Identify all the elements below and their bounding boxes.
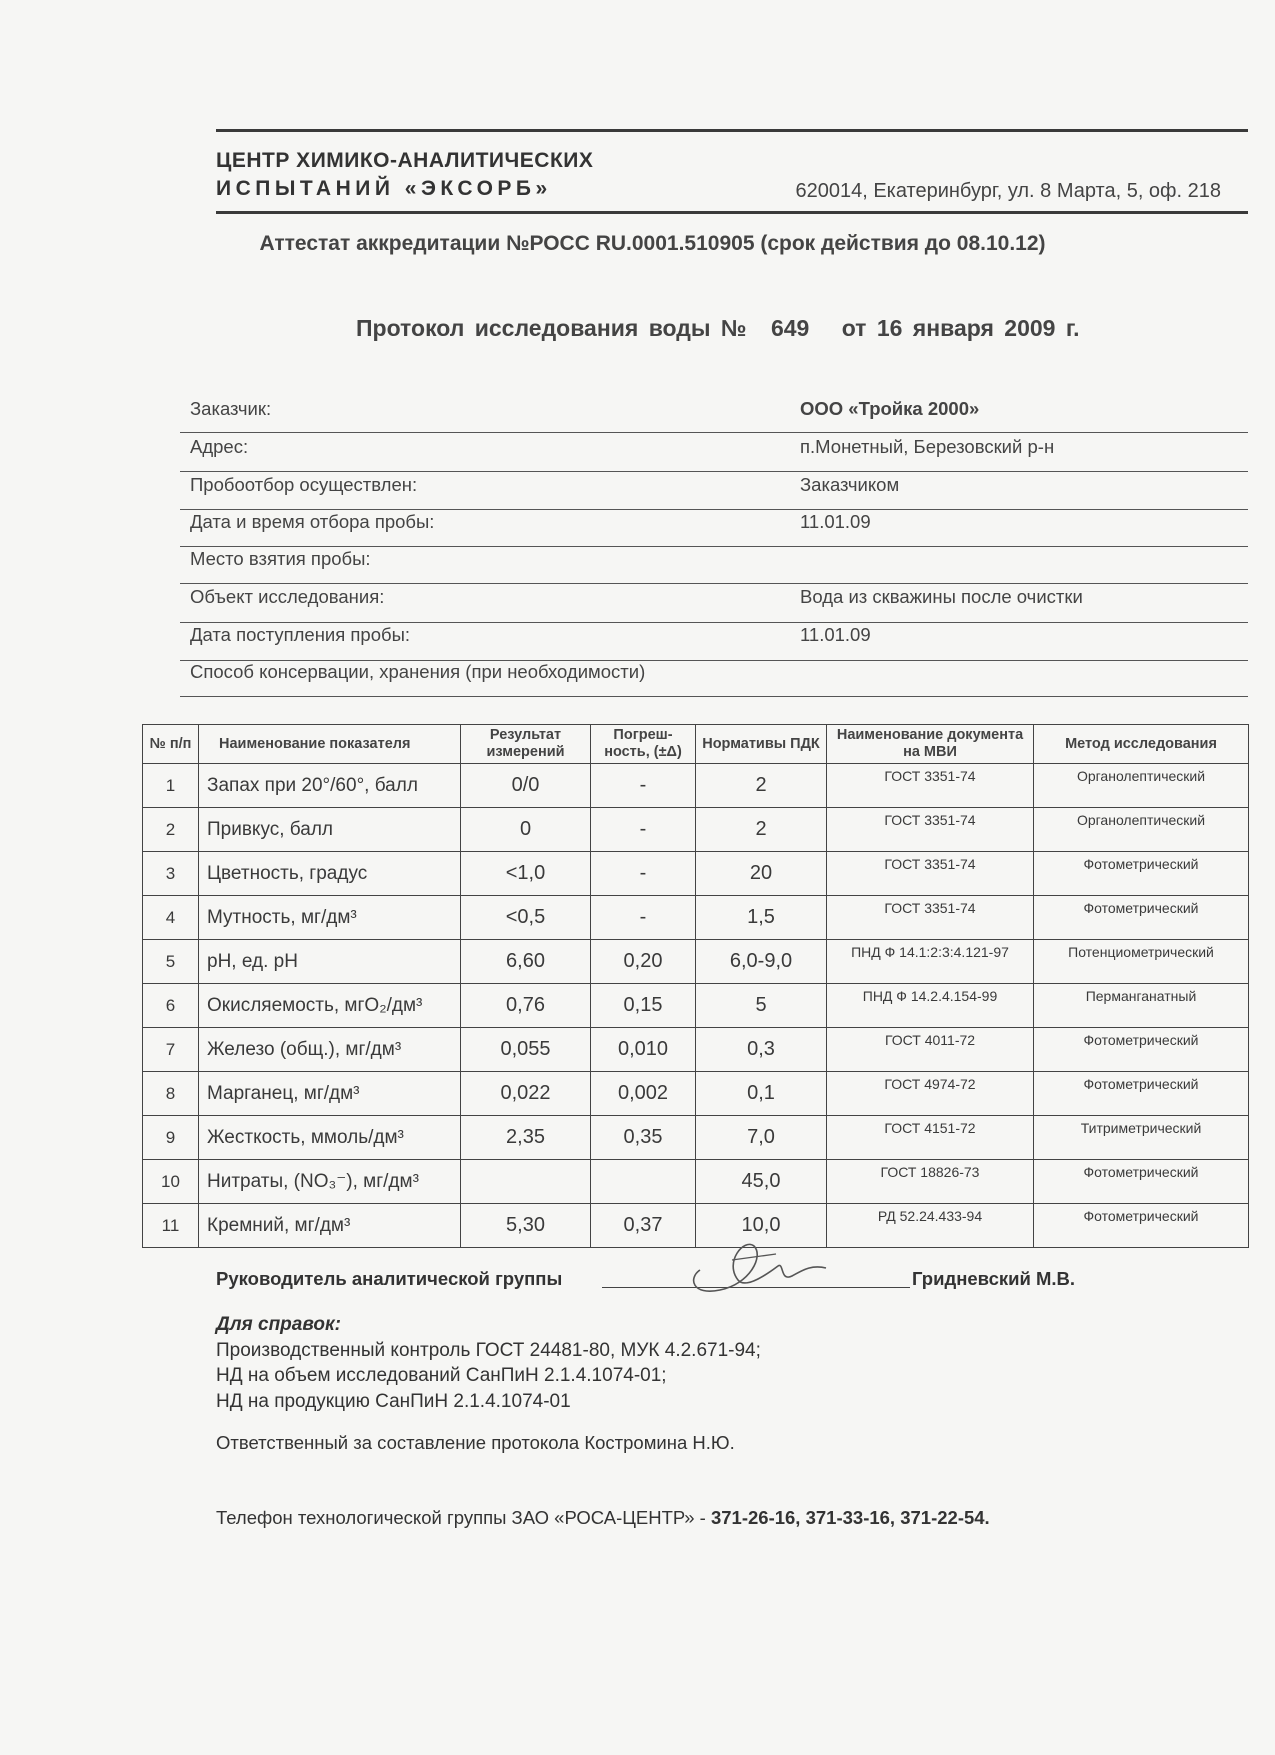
reference-line: Производственный контроль ГОСТ 24481-80, МУК 4.2.671-94; [216, 1339, 761, 1361]
info-label: Пробоотбор осуществлен: [190, 474, 418, 495]
cell-norm: 6,0-9,0 [696, 940, 827, 984]
cell-name: Марганец, мг/дм³ [199, 1072, 461, 1116]
signature-name: Гридневский М.В. [912, 1268, 1076, 1289]
cell-error: 0,20 [591, 940, 696, 984]
cell-result: 0,022 [461, 1072, 591, 1116]
org-name-line2: ИСПЫТАНИЙ «ЭКСОРБ» [216, 177, 552, 200]
table-row [143, 896, 1249, 940]
cell-error: 0,35 [591, 1116, 696, 1160]
cell-doc: РД 52.24.433-94 [827, 1204, 1034, 1248]
references [216, 1312, 761, 1414]
cell-error: 0,002 [591, 1072, 696, 1116]
table-row [143, 1160, 1249, 1204]
cell-error: 0,37 [591, 1204, 696, 1248]
cell-error: - [591, 808, 696, 852]
references-title: Для справок: [216, 1314, 341, 1335]
cell-method: Органолептический [1034, 764, 1249, 808]
col-header-doc: Наименование документа на МВИ [827, 725, 1034, 764]
table-row [143, 808, 1249, 852]
info-divider [180, 432, 1248, 433]
info-label: Дата поступления пробы: [190, 624, 411, 645]
reference-line: НД на продукцию СанПиН 2.1.4.1074-01 [216, 1390, 571, 1412]
cell-method: Перманганатный [1034, 984, 1249, 1028]
cell-norm: 0,3 [696, 1028, 827, 1072]
cell-norm: 1,5 [696, 896, 827, 940]
cell-num: 11 [143, 1204, 199, 1248]
info-label: Адрес: [190, 436, 249, 457]
info-row-sampling [180, 474, 1248, 510]
cell-norm: 2 [696, 808, 827, 852]
table-row [143, 1028, 1249, 1072]
info-value: 11.01.09 [800, 511, 871, 532]
cell-num: 4 [143, 896, 199, 940]
cell-norm: 7,0 [696, 1116, 827, 1160]
accreditation: Аттестат аккредитации №РОСС RU.0001.510905 (срок действия до 08.10.12) [259, 232, 1046, 255]
info-value: п.Монетный, Березовский р-н [800, 436, 1055, 457]
org-name-line1: ЦЕНТР ХИМИКО-АНАЛИТИЧЕСКИХ [216, 149, 594, 172]
cell-method: Титриметрический [1034, 1116, 1249, 1160]
protocol-title-prefix: Протокол исследования воды № [356, 315, 747, 341]
cell-num: 3 [143, 852, 199, 896]
table-row [143, 1116, 1249, 1160]
results-table [142, 724, 1249, 1248]
reference-line: НД на объем исследований СанПиН 2.1.4.1074-01; [216, 1365, 667, 1386]
cell-num: 5 [143, 940, 199, 984]
cell-num: 7 [143, 1028, 199, 1072]
header-rule [216, 211, 1248, 214]
cell-method: Фотометрический [1034, 852, 1249, 896]
cell-result: 0 [461, 808, 591, 852]
table-row [143, 852, 1249, 896]
phone-text: Телефон технологической группы ЗАО «РОСА-ЦЕНТР» - [216, 1507, 711, 1528]
table-row [143, 764, 1249, 808]
cell-name: Нитраты, (NO₃⁻), мг/дм³ [199, 1160, 461, 1204]
cell-error: 0,010 [591, 1028, 696, 1072]
info-divider [180, 471, 1248, 472]
cell-result: 0,055 [461, 1028, 591, 1072]
info-label: Объект исследования: [190, 586, 385, 607]
protocol-date: от 16 января 2009 г. [841, 315, 1080, 341]
cell-name: Окисляемость, мгO₂/дм³ [199, 984, 461, 1028]
cell-num: 10 [143, 1160, 199, 1204]
table-row [143, 940, 1249, 984]
info-divider [180, 509, 1248, 510]
phone-line [216, 1507, 990, 1529]
info-row-receipt-date [180, 624, 1248, 661]
cell-method: Фотометрический [1034, 1028, 1249, 1072]
col-header-result: Результат измерений [461, 725, 591, 764]
cell-norm: 10,0 [696, 1204, 827, 1248]
protocol-number: 649 [770, 315, 810, 341]
info-label: Дата и время отбора пробы: [190, 511, 435, 532]
cell-norm: 45,0 [696, 1160, 827, 1204]
cell-error: - [591, 852, 696, 896]
col-header-num: № п/п [143, 725, 199, 764]
col-header-method: Метод исследования [1034, 725, 1249, 764]
info-label: Заказчик: [190, 398, 272, 419]
cell-name: Железо (общ.), мг/дм³ [199, 1028, 461, 1072]
info-row-object [180, 586, 1248, 623]
cell-result: 6,60 [461, 940, 591, 984]
cell-error [591, 1160, 696, 1204]
cell-result [461, 1160, 591, 1204]
cell-doc: ПНД Ф 14.2.4.154-99 [827, 984, 1034, 1028]
cell-error: - [591, 896, 696, 940]
cell-doc: ГОСТ 4011-72 [827, 1028, 1034, 1072]
cell-result: 5,30 [461, 1204, 591, 1248]
cell-method: Фотометрический [1034, 896, 1249, 940]
signature-role: Руководитель аналитической группы [216, 1268, 563, 1289]
cell-doc: ГОСТ 4151-72 [827, 1116, 1034, 1160]
cell-num: 1 [143, 764, 199, 808]
info-value: Вода из скважины после очистки [800, 586, 1083, 607]
cell-error: - [591, 764, 696, 808]
cell-name: pH, ед. pH [199, 940, 461, 984]
cell-doc: ПНД Ф 14.1:2:3:4.121-97 [827, 940, 1034, 984]
org-address: 620014, Екатеринбург, ул. 8 Марта, 5, оф. 218 [795, 180, 1221, 202]
cell-doc: ГОСТ 3351-74 [827, 852, 1034, 896]
table-body [143, 764, 1249, 1248]
cell-method: Фотометрический [1034, 1072, 1249, 1116]
top-rule [216, 129, 1248, 132]
info-divider [180, 583, 1248, 584]
cell-error: 0,15 [591, 984, 696, 1028]
cell-name: Цветность, градус [199, 852, 461, 896]
col-header-norm: Нормативы ПДК [696, 725, 827, 764]
info-row-customer [180, 398, 1248, 433]
cell-name: Мутность, мг/дм³ [199, 896, 461, 940]
info-row-preservation [180, 661, 1248, 697]
table-header-row [143, 725, 1249, 764]
cell-name: Кремний, мг/дм³ [199, 1204, 461, 1248]
cell-method: Потенциометрический [1034, 940, 1249, 984]
col-header-error: Погреш-ность, (±Δ) [591, 725, 696, 764]
cell-result: <1,0 [461, 852, 591, 896]
info-divider [180, 546, 1248, 547]
cell-num: 8 [143, 1072, 199, 1116]
cell-num: 2 [143, 808, 199, 852]
cell-norm: 0,1 [696, 1072, 827, 1116]
phone-numbers: 371-26-16, 371-33-16, 371-22-54. [710, 1507, 990, 1528]
info-label: Способ консервации, хранения (при необходимости) [190, 661, 646, 682]
info-label: Место взятия пробы: [190, 548, 371, 569]
cell-result: <0,5 [461, 896, 591, 940]
cell-name: Жесткость, ммоль/дм³ [199, 1116, 461, 1160]
cell-result: 2,35 [461, 1116, 591, 1160]
cell-num: 9 [143, 1116, 199, 1160]
responsible-person: Ответственный за составление протокола Костромина Н.Ю. [216, 1432, 735, 1453]
cell-name: Привкус, балл [199, 808, 461, 852]
table-row [143, 1072, 1249, 1116]
protocol-title [356, 315, 1080, 342]
cell-doc: ГОСТ 18826-73 [827, 1160, 1034, 1204]
info-value: ООО «Тройка 2000» [800, 398, 980, 419]
cell-name: Запах при 20°/60°, балл [199, 764, 461, 808]
cell-method: Фотометрический [1034, 1160, 1249, 1204]
col-header-name: Наименование показателя [199, 725, 461, 764]
info-value: Заказчиком [800, 474, 900, 495]
info-divider [180, 622, 1248, 623]
info-row-sample-date [180, 511, 1248, 547]
cell-doc: ГОСТ 3351-74 [827, 764, 1034, 808]
info-row-sample-place [180, 548, 1248, 584]
info-divider [180, 696, 1248, 697]
cell-num: 6 [143, 984, 199, 1028]
cell-doc: ГОСТ 3351-74 [827, 808, 1034, 852]
cell-norm: 20 [696, 852, 827, 896]
info-row-address [180, 436, 1248, 472]
table-row [143, 984, 1249, 1028]
cell-result: 0,76 [461, 984, 591, 1028]
cell-doc: ГОСТ 4974-72 [827, 1072, 1034, 1116]
cell-result: 0/0 [461, 764, 591, 808]
cell-doc: ГОСТ 3351-74 [827, 896, 1034, 940]
cell-method: Органолептический [1034, 808, 1249, 852]
cell-norm: 5 [696, 984, 827, 1028]
info-value: 11.01.09 [800, 624, 871, 645]
cell-method: Фотометрический [1034, 1204, 1249, 1248]
handwritten-signature [680, 1232, 850, 1312]
cell-norm: 2 [696, 764, 827, 808]
